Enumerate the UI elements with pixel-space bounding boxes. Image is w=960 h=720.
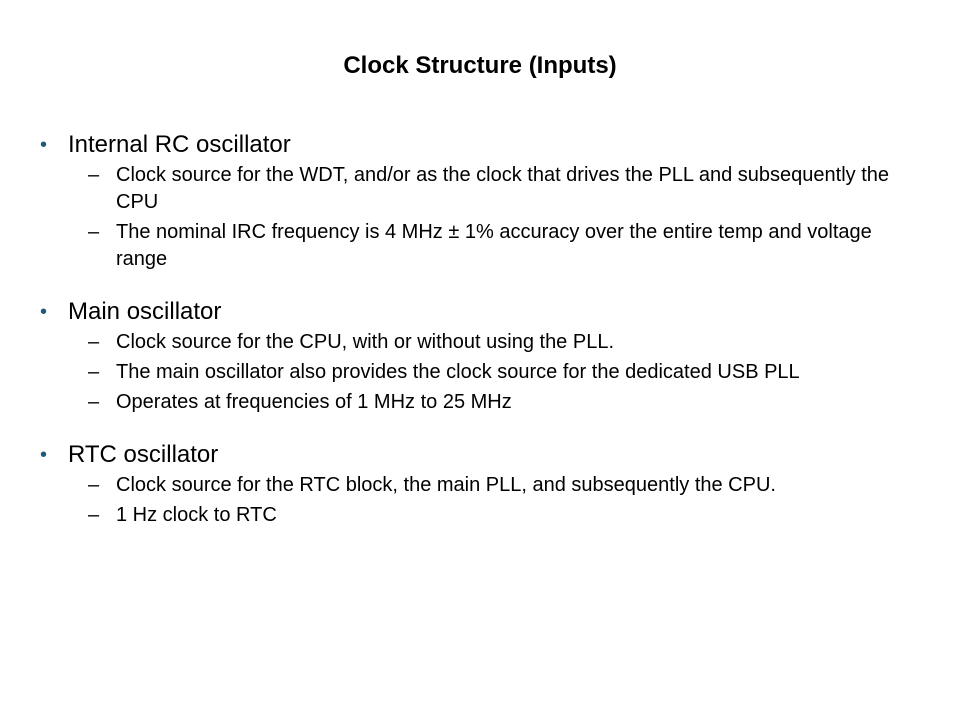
slide-content (40, 128, 920, 551)
dash-icon: – (88, 361, 100, 383)
sub-bullet-list (40, 162, 920, 273)
sub-bullet-text: Clock source for the CPU, with or without using the PLL. (116, 331, 615, 353)
sub-bullet-item (40, 219, 920, 273)
dash-icon: – (88, 391, 100, 413)
sub-bullet-text: 1 Hz clock to RTC (116, 504, 277, 526)
sub-bullet-text: Clock source for the RTC block, the main PLL, and subsequently the CPU. (116, 474, 776, 496)
sub-bullet-text: The nominal IRC frequency is 4 MHz ± 1% accuracy over the entire temp and voltage range (116, 221, 872, 270)
bullet-heading-text: Main oscillator (68, 298, 222, 325)
dash-icon: – (88, 474, 100, 496)
dash-icon: – (88, 331, 100, 353)
sub-bullet-item (40, 389, 920, 416)
section-main-oscillator (40, 295, 920, 416)
sub-bullet-list (40, 329, 920, 416)
sub-bullet-item (40, 329, 920, 356)
bullet-heading (40, 438, 920, 472)
bullet-dot-icon: • (40, 301, 48, 323)
bullet-heading (40, 128, 920, 162)
bullet-dot-icon: • (40, 444, 48, 466)
sub-bullet-text: Clock source for the WDT, and/or as the clock that drives the PLL and subsequently the CPU (116, 164, 889, 213)
bullet-heading-text: Internal RC oscillator (68, 131, 291, 158)
sub-bullet-text: Operates at frequencies of 1 MHz to 25 MHz (116, 391, 512, 413)
section-internal-rc-oscillator (40, 128, 920, 273)
sub-bullet-item (40, 502, 920, 529)
section-rtc-oscillator (40, 438, 920, 529)
bullet-heading-text: RTC oscillator (68, 441, 219, 468)
bullet-dot-icon: • (40, 134, 48, 156)
dash-icon: – (88, 164, 100, 186)
sub-bullet-text: The main oscillator also provides the clock source for the dedicated USB PLL (116, 361, 800, 383)
slide-title: Clock Structure (Inputs) (343, 52, 617, 79)
dash-icon: – (88, 504, 100, 526)
bullet-heading (40, 295, 920, 329)
dash-icon: – (88, 221, 100, 243)
sub-bullet-item (40, 359, 920, 386)
sub-bullet-list (40, 472, 920, 529)
sub-bullet-item (40, 162, 920, 216)
sub-bullet-item (40, 472, 920, 499)
